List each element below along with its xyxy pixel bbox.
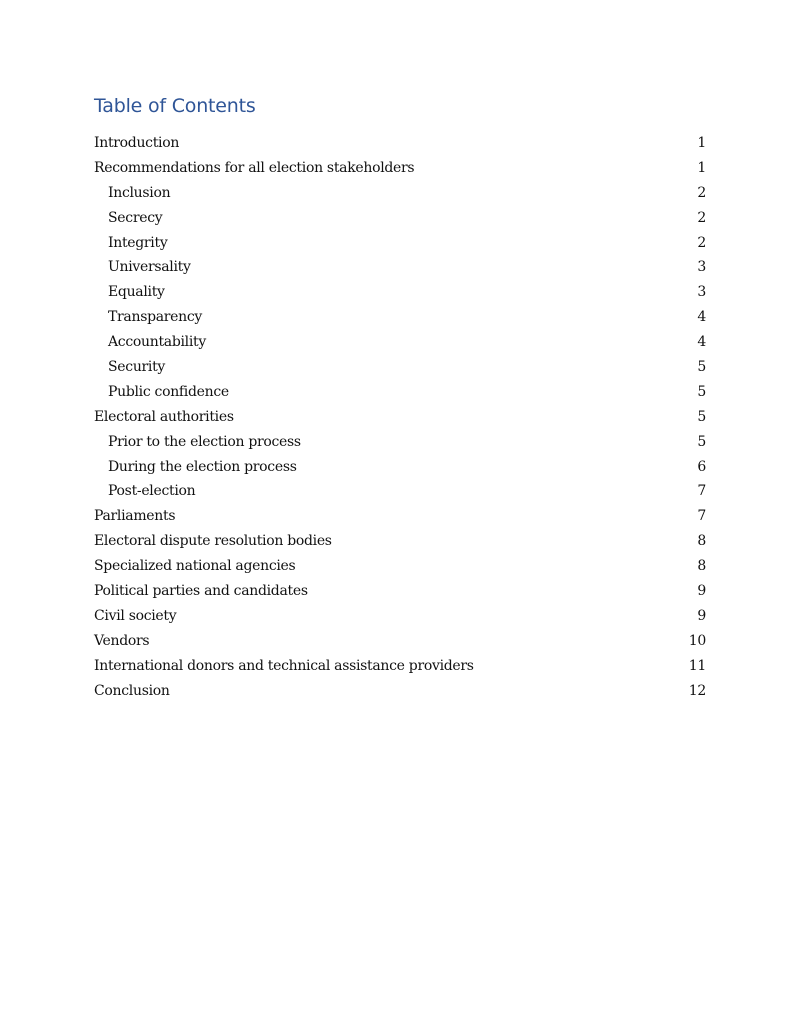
toc-entry-page: 8 xyxy=(697,558,706,575)
toc-entry-label: Security xyxy=(108,359,166,376)
toc-entry-page: 12 xyxy=(688,682,706,699)
toc-entry[interactable] xyxy=(94,210,706,235)
toc-entry[interactable] xyxy=(94,135,706,160)
toc-entry-page: 7 xyxy=(697,508,706,525)
toc-entry[interactable] xyxy=(94,185,706,210)
toc-entry-page: 1 xyxy=(697,159,706,176)
toc-entry-label: Prior to the election process xyxy=(108,433,301,450)
toc-entry[interactable] xyxy=(94,683,706,708)
toc-entry-page: 7 xyxy=(697,483,706,500)
toc-entry[interactable] xyxy=(94,508,706,533)
toc-entry[interactable] xyxy=(94,284,706,309)
toc-entry-label: Electoral dispute resolution bodies xyxy=(94,533,332,550)
toc-entry-page: 4 xyxy=(697,334,706,351)
toc-entry-label: Conclusion xyxy=(94,682,170,699)
toc-entry-page: 1 xyxy=(697,135,706,151)
toc-entry-label: During the election process xyxy=(108,458,297,475)
toc-entry-label: Universality xyxy=(108,259,191,276)
toc-entry-label: Inclusion xyxy=(108,184,171,201)
toc-entry-label: Integrity xyxy=(108,234,168,251)
toc-entry-page: 5 xyxy=(697,433,706,450)
toc-entry-page: 5 xyxy=(697,383,706,400)
toc-entry-label: Secrecy xyxy=(108,209,163,226)
toc-entry[interactable] xyxy=(94,309,706,334)
toc-entry[interactable] xyxy=(94,483,706,508)
toc-entry[interactable] xyxy=(94,459,706,484)
toc-entry-page: 3 xyxy=(697,259,706,276)
toc-entry-page: 2 xyxy=(697,234,706,251)
toc-entry-page: 4 xyxy=(697,309,706,326)
toc-entry[interactable] xyxy=(94,633,706,658)
toc-entry[interactable] xyxy=(94,558,706,583)
toc-entry-label: Political parties and candidates xyxy=(94,583,308,600)
toc-entry-label: Accountability xyxy=(108,334,206,351)
toc-entry-page: 10 xyxy=(688,632,706,649)
toc-entry-label: Parliaments xyxy=(94,508,176,525)
toc-entry-page: 2 xyxy=(697,209,706,226)
toc-entry[interactable] xyxy=(94,384,706,409)
toc-entry-page: 8 xyxy=(697,533,706,550)
toc-entry-page: 9 xyxy=(697,583,706,600)
toc-entry-page: 9 xyxy=(697,607,706,624)
toc-entry-label: Equality xyxy=(108,284,165,301)
toc-entry[interactable] xyxy=(94,409,706,434)
toc-entry-label: Introduction xyxy=(94,135,180,151)
toc-entry[interactable] xyxy=(94,658,706,683)
toc-entry[interactable] xyxy=(94,160,706,185)
toc-entry-page: 6 xyxy=(697,458,706,475)
toc-entry[interactable] xyxy=(94,608,706,633)
toc-entry-label: Electoral authorities xyxy=(94,408,234,425)
toc-entry-label: Vendors xyxy=(94,632,150,649)
toc-entry[interactable] xyxy=(94,359,706,384)
toc-entry[interactable] xyxy=(94,334,706,359)
toc-entry-page: 11 xyxy=(688,657,706,674)
toc-entry-label: Public confidence xyxy=(108,383,229,400)
toc-entry[interactable] xyxy=(94,583,706,608)
toc-entry[interactable] xyxy=(94,259,706,284)
toc-entry[interactable] xyxy=(94,533,706,558)
toc-entry-page: 5 xyxy=(697,408,706,425)
toc-entry-label: Post-election xyxy=(108,483,196,500)
toc-entry[interactable] xyxy=(94,235,706,260)
toc-entry-label: Civil society xyxy=(94,607,177,624)
toc-entry-label: Recommendations for all election stakeholders xyxy=(94,159,415,176)
toc-list xyxy=(94,135,706,707)
toc-entry-page: 5 xyxy=(697,359,706,376)
toc-title: Table of Contents xyxy=(94,95,256,117)
toc-entry[interactable] xyxy=(94,434,706,459)
toc-entry-label: Specialized national agencies xyxy=(94,558,296,575)
toc-entry-label: Transparency xyxy=(108,309,203,326)
toc-entry-page: 3 xyxy=(697,284,706,301)
toc-entry-label: International donors and technical assistance providers xyxy=(94,657,474,674)
toc-entry-page: 2 xyxy=(697,184,706,201)
